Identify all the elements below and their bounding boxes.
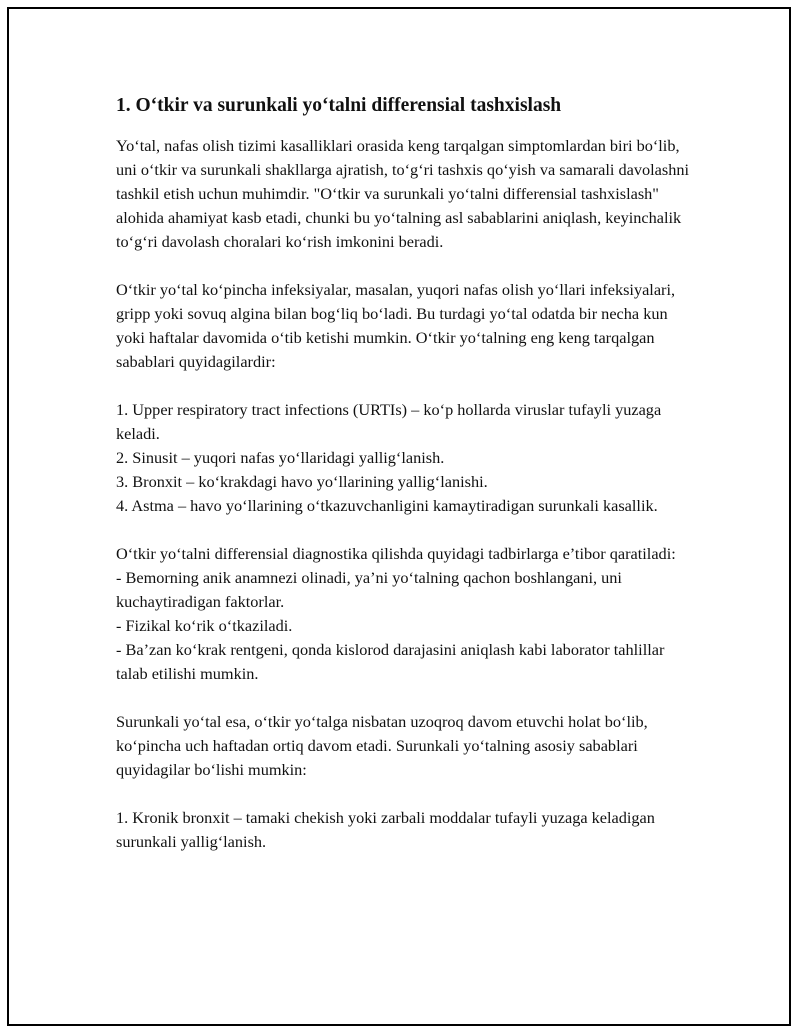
diagnostics-intro: O‘tkir yo‘talni differensial diagnostika qilishda quyidagi tadbirlarga e’tibor qaratiladi: <box>116 544 676 563</box>
list-item: 4. Astma – havo yo‘llarining o‘tkazuvchanligini kamaytiradigan surunkali kasallik. <box>116 496 658 515</box>
document-body <box>116 92 696 878</box>
list-item: 3. Bronxit – ko‘krakdagi havo yo‘llarining yallig‘lanishi. <box>116 472 488 491</box>
chronic-causes-list <box>116 806 696 854</box>
list-item: - Ba’zan ko‘krak rentgeni, qonda kislorod darajasini aniqlash kabi laborator tahlillar talab etilishi mumkin. <box>116 640 665 683</box>
list-item: 2. Sinusit – yuqori nafas yo‘llaridagi yallig‘lanish. <box>116 448 445 467</box>
chronic-cough-paragraph: Surunkali yo‘tal esa, o‘tkir yo‘talga nisbatan uzoqroq davom etuvchi holat bo‘lib, ko‘pincha uch haftadan ortiq davom etadi. Surunkali yo‘talning asosiy sabablari quyidagilar bo‘lishi mumkin: <box>116 712 648 779</box>
list-item: - Fizikal ko‘rik o‘tkaziladi. <box>116 616 293 635</box>
acute-causes-list <box>116 398 696 518</box>
list-item: 1. Kronik bronxit – tamaki chekish yoki zarbali moddalar tufayli yuzaga keladigan surunkali yallig‘lanish. <box>116 808 655 851</box>
list-item: - Bemorning anik anamnezi olinadi, ya’ni yo‘talning qachon boshlangani, uni kuchaytiradigan faktorlar. <box>116 568 622 611</box>
diagnostics-steps-list <box>116 566 696 686</box>
intro-paragraph: Yo‘tal, nafas olish tizimi kasalliklari orasida keng tarqalgan simptomlardan biri bo‘lib, uni o‘tkir va surunkali shakllarga ajratish, to‘g‘ri tashxis qo‘yish va samarali davolashni tashkil etish uchun muhimdir. "O‘tkir va surunkali yo‘talni differensial tashxislash" alohida ahamiyat kasb etadi, chunki bu yo‘talning asl sabablarini aniqlash, keyinchalik to‘g‘ri davolash choralari ko‘rish imkonini beradi. <box>116 136 690 251</box>
acute-cough-paragraph: O‘tkir yo‘tal ko‘pincha infeksiyalar, masalan, yuqori nafas olish yo‘llari infeksiyalari, gripp yoki sovuq algina bilan bog‘liq bo‘ladi. Bu turdagi yo‘tal odatda bir necha kun yoki haftalar davomida o‘tib ketishi mumkin. O‘tkir yo‘talning eng keng tarqalgan sabablari quyidagilardir: <box>116 280 676 371</box>
list-item: 1. Upper respiratory tract infections (URTIs) – ko‘p hollarda viruslar tufayli yuzaga keladi. <box>116 400 662 443</box>
section-title: 1. O‘tkir va surunkali yo‘talni differensial tashxislash <box>116 95 562 116</box>
